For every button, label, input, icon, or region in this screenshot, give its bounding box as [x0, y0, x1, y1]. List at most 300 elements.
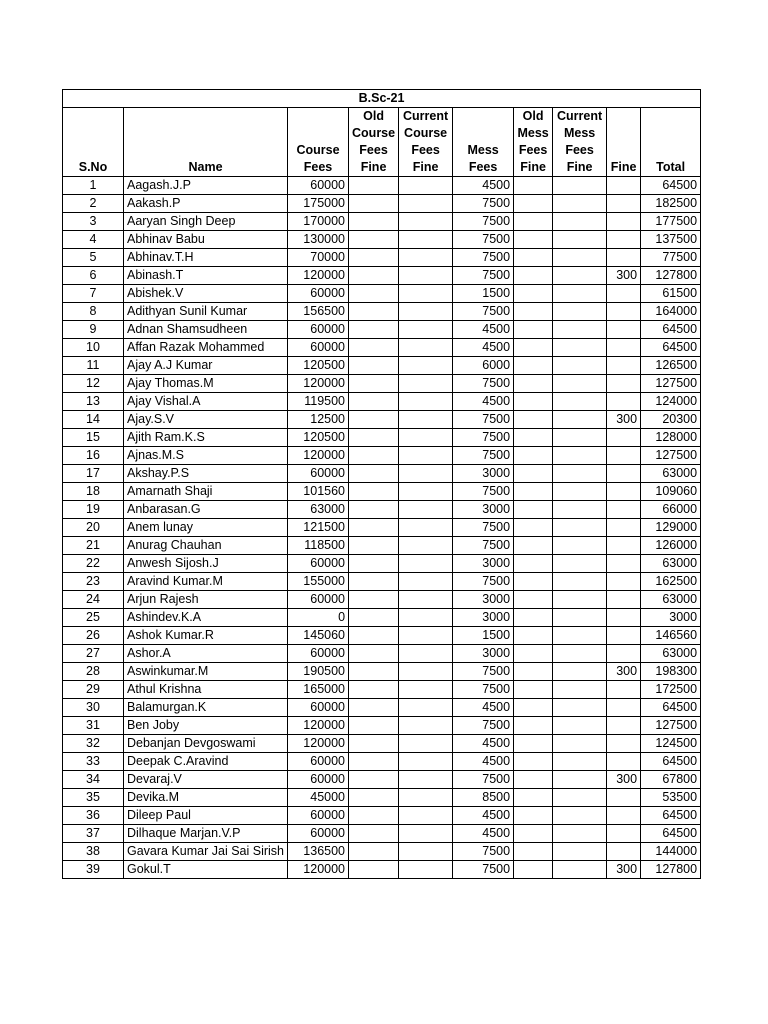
cell-old-course-fees-fine — [349, 213, 399, 231]
cell-current-mess-fees-fine — [553, 339, 607, 357]
cell-course-fees: 190500 — [288, 663, 349, 681]
cell-fine — [607, 537, 641, 555]
cell-course-fees: 60000 — [288, 699, 349, 717]
cell-old-mess-fees-fine — [514, 429, 553, 447]
cell-old-mess-fees-fine — [514, 285, 553, 303]
cell-current-course-fees-fine — [399, 645, 453, 663]
cell-current-course-fees-fine — [399, 483, 453, 501]
cell-fine — [607, 609, 641, 627]
cell-course-fees: 120000 — [288, 861, 349, 879]
cell-mess-fees: 7500 — [453, 843, 514, 861]
cell-current-course-fees-fine — [399, 303, 453, 321]
cell-current-mess-fees-fine — [553, 429, 607, 447]
cell-total: 177500 — [641, 213, 701, 231]
cell-course-fees: 60000 — [288, 465, 349, 483]
cell-current-mess-fees-fine — [553, 609, 607, 627]
cell-old-mess-fees-fine — [514, 177, 553, 195]
cell-current-course-fees-fine — [399, 357, 453, 375]
table-row — [63, 357, 701, 375]
cell-sno: 36 — [63, 807, 124, 825]
table-row — [63, 537, 701, 555]
table-row — [63, 753, 701, 771]
cell-fine — [607, 843, 641, 861]
table-title: B.Sc-21 — [63, 90, 701, 108]
header-current-course-fees-fine: Current Course Fees Fine — [399, 108, 453, 177]
cell-name: Akshay.P.S — [124, 465, 288, 483]
cell-sno: 24 — [63, 591, 124, 609]
cell-current-course-fees-fine — [399, 825, 453, 843]
cell-course-fees: 170000 — [288, 213, 349, 231]
cell-current-mess-fees-fine — [553, 627, 607, 645]
header-mess-fees: Mess Fees — [453, 108, 514, 177]
cell-old-course-fees-fine — [349, 285, 399, 303]
cell-course-fees: 45000 — [288, 789, 349, 807]
table-row — [63, 375, 701, 393]
table-row — [63, 303, 701, 321]
cell-sno: 27 — [63, 645, 124, 663]
cell-name: Gavara Kumar Jai Sai Sirish — [124, 843, 288, 861]
cell-fine — [607, 735, 641, 753]
cell-total: 63000 — [641, 555, 701, 573]
cell-fine — [607, 375, 641, 393]
cell-sno: 10 — [63, 339, 124, 357]
cell-sno: 39 — [63, 861, 124, 879]
cell-current-mess-fees-fine — [553, 177, 607, 195]
cell-fine — [607, 645, 641, 663]
cell-old-course-fees-fine — [349, 735, 399, 753]
cell-name: Ajay.S.V — [124, 411, 288, 429]
cell-course-fees: 136500 — [288, 843, 349, 861]
cell-old-course-fees-fine — [349, 753, 399, 771]
cell-old-course-fees-fine — [349, 519, 399, 537]
cell-old-course-fees-fine — [349, 645, 399, 663]
cell-mess-fees: 7500 — [453, 249, 514, 267]
cell-fine — [607, 285, 641, 303]
cell-course-fees: 70000 — [288, 249, 349, 267]
cell-mess-fees: 7500 — [453, 375, 514, 393]
cell-current-course-fees-fine — [399, 177, 453, 195]
table-row — [63, 231, 701, 249]
cell-total: 182500 — [641, 195, 701, 213]
cell-current-mess-fees-fine — [553, 321, 607, 339]
cell-current-mess-fees-fine — [553, 447, 607, 465]
cell-old-course-fees-fine — [349, 627, 399, 645]
cell-sno: 8 — [63, 303, 124, 321]
cell-current-mess-fees-fine — [553, 231, 607, 249]
cell-course-fees: 60000 — [288, 591, 349, 609]
cell-mess-fees: 7500 — [453, 771, 514, 789]
cell-name: Affan Razak Mohammed — [124, 339, 288, 357]
cell-name: Aswinkumar.M — [124, 663, 288, 681]
cell-sno: 38 — [63, 843, 124, 861]
cell-name: Ben Joby — [124, 717, 288, 735]
cell-course-fees: 60000 — [288, 753, 349, 771]
cell-name: Balamurgan.K — [124, 699, 288, 717]
cell-old-mess-fees-fine — [514, 681, 553, 699]
cell-name: Ajith Ram.K.S — [124, 429, 288, 447]
cell-course-fees: 155000 — [288, 573, 349, 591]
table-row — [63, 321, 701, 339]
cell-current-course-fees-fine — [399, 447, 453, 465]
table-row — [63, 465, 701, 483]
cell-old-course-fees-fine — [349, 699, 399, 717]
cell-current-mess-fees-fine — [553, 717, 607, 735]
cell-mess-fees: 8500 — [453, 789, 514, 807]
cell-old-mess-fees-fine — [514, 807, 553, 825]
cell-total: 53500 — [641, 789, 701, 807]
cell-mess-fees: 7500 — [453, 267, 514, 285]
cell-name: Ajay Vishal.A — [124, 393, 288, 411]
cell-fine — [607, 519, 641, 537]
cell-name: Abinash.T — [124, 267, 288, 285]
cell-current-course-fees-fine — [399, 249, 453, 267]
cell-fine: 300 — [607, 267, 641, 285]
cell-current-mess-fees-fine — [553, 393, 607, 411]
cell-old-mess-fees-fine — [514, 213, 553, 231]
cell-current-course-fees-fine — [399, 195, 453, 213]
cell-name: Devika.M — [124, 789, 288, 807]
table-row — [63, 663, 701, 681]
cell-current-mess-fees-fine — [553, 663, 607, 681]
cell-sno: 26 — [63, 627, 124, 645]
cell-mess-fees: 7500 — [453, 429, 514, 447]
cell-old-course-fees-fine — [349, 447, 399, 465]
header-total: Total — [641, 108, 701, 177]
cell-old-course-fees-fine — [349, 339, 399, 357]
cell-current-mess-fees-fine — [553, 825, 607, 843]
cell-mess-fees: 4500 — [453, 339, 514, 357]
cell-sno: 6 — [63, 267, 124, 285]
cell-course-fees: 120500 — [288, 357, 349, 375]
cell-total: 64500 — [641, 177, 701, 195]
cell-sno: 34 — [63, 771, 124, 789]
cell-total: 77500 — [641, 249, 701, 267]
cell-mess-fees: 3000 — [453, 501, 514, 519]
cell-name: Ajnas.M.S — [124, 447, 288, 465]
cell-name: Ashok Kumar.R — [124, 627, 288, 645]
cell-old-mess-fees-fine — [514, 465, 553, 483]
cell-mess-fees: 4500 — [453, 735, 514, 753]
cell-course-fees: 60000 — [288, 177, 349, 195]
cell-old-mess-fees-fine — [514, 699, 553, 717]
cell-old-mess-fees-fine — [514, 321, 553, 339]
cell-mess-fees: 4500 — [453, 753, 514, 771]
cell-fine: 300 — [607, 411, 641, 429]
cell-sno: 18 — [63, 483, 124, 501]
cell-old-course-fees-fine — [349, 195, 399, 213]
cell-current-mess-fees-fine — [553, 357, 607, 375]
cell-old-mess-fees-fine — [514, 231, 553, 249]
table-row — [63, 393, 701, 411]
cell-old-course-fees-fine — [349, 267, 399, 285]
cell-name: Aaryan Singh Deep — [124, 213, 288, 231]
cell-fine — [607, 573, 641, 591]
cell-mess-fees: 7500 — [453, 213, 514, 231]
cell-total: 63000 — [641, 465, 701, 483]
cell-total: 127500 — [641, 717, 701, 735]
cell-total: 63000 — [641, 645, 701, 663]
table-row — [63, 339, 701, 357]
cell-current-course-fees-fine — [399, 627, 453, 645]
cell-current-course-fees-fine — [399, 339, 453, 357]
cell-mess-fees: 7500 — [453, 231, 514, 249]
cell-sno: 22 — [63, 555, 124, 573]
cell-current-course-fees-fine — [399, 231, 453, 249]
cell-course-fees: 145060 — [288, 627, 349, 645]
cell-name: Anwesh Sijosh.J — [124, 555, 288, 573]
table-row — [63, 843, 701, 861]
cell-mess-fees: 7500 — [453, 663, 514, 681]
cell-name: Abhinav.T.H — [124, 249, 288, 267]
header-row — [63, 108, 701, 177]
table-row — [63, 411, 701, 429]
cell-sno: 16 — [63, 447, 124, 465]
cell-course-fees: 60000 — [288, 555, 349, 573]
table-row — [63, 591, 701, 609]
cell-old-mess-fees-fine — [514, 339, 553, 357]
table-row — [63, 213, 701, 231]
cell-current-course-fees-fine — [399, 609, 453, 627]
cell-name: Dileep Paul — [124, 807, 288, 825]
cell-fine — [607, 321, 641, 339]
cell-current-course-fees-fine — [399, 537, 453, 555]
cell-mess-fees: 3000 — [453, 465, 514, 483]
cell-sno: 28 — [63, 663, 124, 681]
cell-fine — [607, 339, 641, 357]
cell-current-mess-fees-fine — [553, 699, 607, 717]
cell-current-course-fees-fine — [399, 519, 453, 537]
cell-current-mess-fees-fine — [553, 861, 607, 879]
cell-old-course-fees-fine — [349, 375, 399, 393]
cell-mess-fees: 4500 — [453, 699, 514, 717]
cell-sno: 29 — [63, 681, 124, 699]
cell-total: 67800 — [641, 771, 701, 789]
cell-current-mess-fees-fine — [553, 537, 607, 555]
cell-mess-fees: 3000 — [453, 591, 514, 609]
cell-mess-fees: 4500 — [453, 177, 514, 195]
cell-old-course-fees-fine — [349, 591, 399, 609]
cell-sno: 32 — [63, 735, 124, 753]
cell-course-fees: 60000 — [288, 771, 349, 789]
cell-current-mess-fees-fine — [553, 735, 607, 753]
table-row — [63, 501, 701, 519]
cell-current-mess-fees-fine — [553, 591, 607, 609]
cell-current-mess-fees-fine — [553, 681, 607, 699]
cell-total: 129000 — [641, 519, 701, 537]
cell-old-course-fees-fine — [349, 321, 399, 339]
cell-current-mess-fees-fine — [553, 213, 607, 231]
cell-total: 126500 — [641, 357, 701, 375]
cell-sno: 33 — [63, 753, 124, 771]
table-row — [63, 717, 701, 735]
cell-sno: 2 — [63, 195, 124, 213]
cell-total: 127800 — [641, 861, 701, 879]
cell-course-fees: 120000 — [288, 735, 349, 753]
cell-fine — [607, 501, 641, 519]
cell-old-mess-fees-fine — [514, 663, 553, 681]
cell-current-mess-fees-fine — [553, 267, 607, 285]
cell-current-course-fees-fine — [399, 465, 453, 483]
cell-mess-fees: 4500 — [453, 825, 514, 843]
cell-current-course-fees-fine — [399, 267, 453, 285]
table-row — [63, 195, 701, 213]
cell-current-course-fees-fine — [399, 861, 453, 879]
cell-course-fees: 60000 — [288, 645, 349, 663]
cell-current-course-fees-fine — [399, 375, 453, 393]
cell-name: Anem lunay — [124, 519, 288, 537]
cell-name: Anurag Chauhan — [124, 537, 288, 555]
cell-current-course-fees-fine — [399, 735, 453, 753]
cell-total: 127800 — [641, 267, 701, 285]
cell-old-course-fees-fine — [349, 501, 399, 519]
cell-name: Arjun Rajesh — [124, 591, 288, 609]
cell-old-course-fees-fine — [349, 393, 399, 411]
cell-course-fees: 119500 — [288, 393, 349, 411]
cell-total: 126000 — [641, 537, 701, 555]
cell-fine — [607, 699, 641, 717]
cell-name: Athul Krishna — [124, 681, 288, 699]
cell-old-mess-fees-fine — [514, 735, 553, 753]
cell-current-mess-fees-fine — [553, 501, 607, 519]
table-row — [63, 807, 701, 825]
cell-mess-fees: 7500 — [453, 447, 514, 465]
cell-fine — [607, 231, 641, 249]
cell-old-course-fees-fine — [349, 303, 399, 321]
cell-old-mess-fees-fine — [514, 519, 553, 537]
cell-course-fees: 120000 — [288, 375, 349, 393]
cell-old-mess-fees-fine — [514, 501, 553, 519]
cell-fine — [607, 681, 641, 699]
cell-fine — [607, 195, 641, 213]
cell-fine — [607, 627, 641, 645]
cell-course-fees: 60000 — [288, 807, 349, 825]
cell-mess-fees: 4500 — [453, 321, 514, 339]
cell-name: Deepak C.Aravind — [124, 753, 288, 771]
cell-total: 61500 — [641, 285, 701, 303]
cell-old-mess-fees-fine — [514, 825, 553, 843]
table-row — [63, 573, 701, 591]
cell-old-course-fees-fine — [349, 537, 399, 555]
cell-sno: 35 — [63, 789, 124, 807]
cell-sno: 17 — [63, 465, 124, 483]
cell-name: Amarnath Shaji — [124, 483, 288, 501]
cell-old-course-fees-fine — [349, 861, 399, 879]
cell-current-course-fees-fine — [399, 321, 453, 339]
cell-sno: 7 — [63, 285, 124, 303]
cell-sno: 31 — [63, 717, 124, 735]
cell-current-mess-fees-fine — [553, 483, 607, 501]
cell-sno: 30 — [63, 699, 124, 717]
cell-mess-fees: 7500 — [453, 519, 514, 537]
cell-total: 137500 — [641, 231, 701, 249]
header-current-mess-fees-fine: Current Mess Fees Fine — [553, 108, 607, 177]
cell-old-mess-fees-fine — [514, 717, 553, 735]
cell-current-course-fees-fine — [399, 213, 453, 231]
cell-old-course-fees-fine — [349, 825, 399, 843]
cell-old-course-fees-fine — [349, 609, 399, 627]
fees-table — [62, 89, 701, 879]
cell-name: Ajay A.J Kumar — [124, 357, 288, 375]
cell-total: 124500 — [641, 735, 701, 753]
cell-fine — [607, 717, 641, 735]
cell-fine — [607, 807, 641, 825]
cell-mess-fees: 7500 — [453, 573, 514, 591]
cell-old-mess-fees-fine — [514, 843, 553, 861]
cell-old-course-fees-fine — [349, 231, 399, 249]
table-row — [63, 519, 701, 537]
cell-course-fees: 165000 — [288, 681, 349, 699]
cell-total: 127500 — [641, 447, 701, 465]
cell-total: 66000 — [641, 501, 701, 519]
cell-fine — [607, 393, 641, 411]
cell-total: 124000 — [641, 393, 701, 411]
cell-current-mess-fees-fine — [553, 285, 607, 303]
cell-old-mess-fees-fine — [514, 591, 553, 609]
cell-total: 20300 — [641, 411, 701, 429]
cell-course-fees: 12500 — [288, 411, 349, 429]
cell-course-fees: 60000 — [288, 321, 349, 339]
cell-mess-fees: 1500 — [453, 627, 514, 645]
cell-old-course-fees-fine — [349, 807, 399, 825]
cell-current-mess-fees-fine — [553, 843, 607, 861]
cell-current-course-fees-fine — [399, 843, 453, 861]
cell-fine — [607, 789, 641, 807]
cell-current-mess-fees-fine — [553, 573, 607, 591]
cell-sno: 11 — [63, 357, 124, 375]
cell-sno: 14 — [63, 411, 124, 429]
table-row — [63, 735, 701, 753]
cell-course-fees: 156500 — [288, 303, 349, 321]
cell-current-course-fees-fine — [399, 573, 453, 591]
cell-old-mess-fees-fine — [514, 303, 553, 321]
cell-old-mess-fees-fine — [514, 573, 553, 591]
header-old-mess-fees-fine: Old Mess Fees Fine — [514, 108, 553, 177]
cell-fine — [607, 213, 641, 231]
cell-sno: 25 — [63, 609, 124, 627]
cell-old-course-fees-fine — [349, 483, 399, 501]
cell-old-mess-fees-fine — [514, 393, 553, 411]
cell-current-course-fees-fine — [399, 753, 453, 771]
cell-fine — [607, 555, 641, 573]
cell-old-mess-fees-fine — [514, 771, 553, 789]
cell-mess-fees: 1500 — [453, 285, 514, 303]
cell-sno: 5 — [63, 249, 124, 267]
cell-mess-fees: 3000 — [453, 555, 514, 573]
cell-current-mess-fees-fine — [553, 645, 607, 663]
cell-old-course-fees-fine — [349, 717, 399, 735]
cell-fine — [607, 429, 641, 447]
cell-old-mess-fees-fine — [514, 555, 553, 573]
cell-course-fees: 175000 — [288, 195, 349, 213]
cell-current-mess-fees-fine — [553, 375, 607, 393]
cell-mess-fees: 7500 — [453, 411, 514, 429]
cell-fine — [607, 825, 641, 843]
title-row — [63, 90, 701, 108]
cell-mess-fees: 7500 — [453, 303, 514, 321]
cell-current-course-fees-fine — [399, 663, 453, 681]
cell-name: Dilhaque Marjan.V.P — [124, 825, 288, 843]
cell-old-course-fees-fine — [349, 681, 399, 699]
cell-current-mess-fees-fine — [553, 519, 607, 537]
cell-current-course-fees-fine — [399, 393, 453, 411]
cell-course-fees: 118500 — [288, 537, 349, 555]
cell-total: 164000 — [641, 303, 701, 321]
cell-old-mess-fees-fine — [514, 195, 553, 213]
cell-sno: 23 — [63, 573, 124, 591]
cell-old-course-fees-fine — [349, 411, 399, 429]
cell-old-mess-fees-fine — [514, 789, 553, 807]
table-row — [63, 249, 701, 267]
